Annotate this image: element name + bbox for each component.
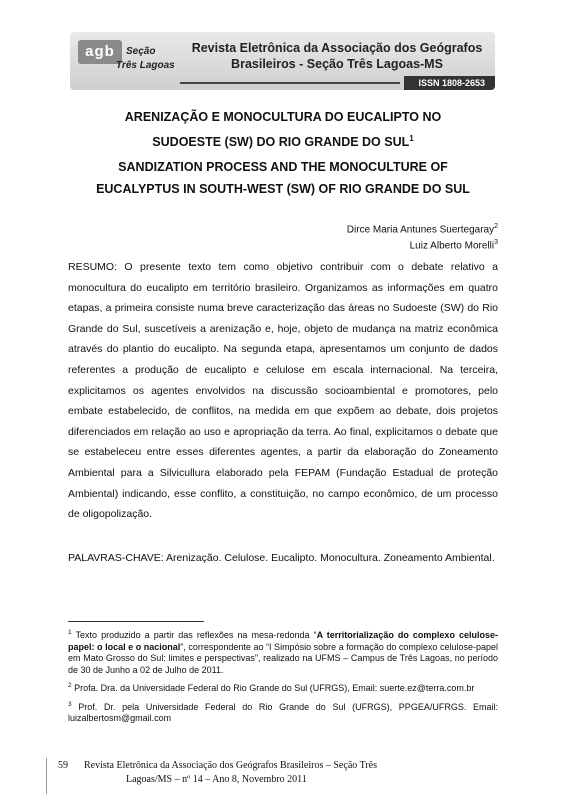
footnote-2-mark: 2 [68,682,72,689]
author-2-footnote-mark[interactable]: 3 [494,239,498,247]
footer-line1-wrap [58,759,498,773]
author-1-footnote-mark[interactable]: 2 [494,223,498,230]
page-footer [58,759,498,787]
article-title-portuguese [60,106,506,153]
footnote-1 [68,627,498,676]
journal-logo [76,38,180,84]
author-1-name: Dirce Maria Antunes Suertegaray [346,224,495,236]
footer-line2: Lagoas/MS – nº 14 – Ano 8, Novembro 2011 [126,774,307,785]
journal-header-banner [70,32,495,90]
footnote-2-text[interactable]: Profa. Dra. da Universidade Federal do Rio Grande do Sul (UFRGS), Email: suerte.ez@terra.com.br [71,683,475,693]
title-footnote-mark[interactable]: 1 [409,134,414,143]
footnote-1-text-pre: Texto produzido a partir das reflexões na mesa-redonda “ [71,630,317,640]
journal-title-line1: Revista Eletrônica da Associação dos Geógrafos [191,41,483,55]
author-2-name: Luiz Alberto Morelli [409,240,495,252]
article-title-english [60,156,506,200]
title-en-line2: EUCALYPTUS IN SOUTH-WEST (SW) OF RIO GRANDE DO SUL [96,182,470,196]
title-pt-line1: ARENIZAÇÃO E MONOCULTURA DO EUCALIPTO NO [124,110,442,124]
footnote-1-roundtable-title: A territorialização do complexo celulose-papel: o local e o nacional [68,630,499,652]
logo-city-text: Três Lagoas [116,60,175,71]
keywords-paragraph: PALAVRAS-CHAVE: Arenização. Celulose. Eucalipto. Monocultura. Zoneamento Ambiental. [68,552,495,564]
footnote-3-text[interactable]: Prof. Dr. pela Universidade Federal do Rio Grande do Sul (UFRGS), PPGEA/UFRGS. Email: luizalbertosm@gmail.com [68,701,498,723]
title-pt-line2: SUDOESTE (SW) DO RIO GRANDE DO SUL [152,135,410,150]
page-number: 59 [58,760,68,771]
abstract-paragraph: RESUMO: O presente texto tem como objetivo contribuir com o debate relativo a monocultura do eucalipto em território brasileiro. Organizamos as informações em quatro etapas, a primeira consiste numa breve caracterização das áreas no Sudoeste (SW) do Rio Grande do Sul, suscetíveis a arenização e, hoje, objeto de mudança na matriz econômica através do plantio do eucalipto. Na segunda etapa, apresentamos um conjunto de dados referentes a produção de eucalipto e celulose em escala internacional. Na terceira, explicitamos os agentes envolvidos na discussão socioambiental e promotores, pelo embate estabelecido, de conflitos, na medida em que expõem ao debate, dois projetos diferenciados em relação ao uso e apropriação da terra. Ao final, explicitamos o debate que se estabeleceu entre esses diferentes agentes, a partir da elaboração do Zoneamento Ambiental para a Silvicullura elaborado pela FEPAM (Fundação Estadual de proteção Ambiental) indicando, esse conflito, a constituição, no campo econômico, de um processo de oligopolização. [68,261,498,521]
footnote-3-mark: 3 [68,700,72,708]
logo-section-text: Seção [126,46,156,57]
footnote-separator [68,621,204,622]
footnotes [68,627,498,729]
journal-title-line2: Brasileiros - Seção Três Lagoas-MS [231,57,443,71]
footnote-1-text-post: ”, correspondente ao “I Simpósio sobre a formação do complexo celulose-papel em Mato Grosso do Sul: limites e perspectivas”, realizado na UFMS – Campus de Três Lagoas, no período de 30 de Junho a 02 de Julho de 2011. [68,641,498,675]
title-pt-line2-wrap [60,128,506,153]
footnote-1-mark: 1 [68,629,72,636]
footnote-3 [68,699,498,725]
author-1 [347,220,498,236]
footnote-2 [68,680,498,695]
author-list [347,220,498,253]
title-en-line1: SANDIZATION PROCESS AND THE MONOCULTURE OF [118,160,448,174]
author-2 [347,236,498,252]
banner-divider [180,82,400,84]
footer-line1: Revista Eletrônica da Associação dos Geógrafos Brasileiros – Seção Três [84,760,377,771]
footer-side-rule [46,758,47,794]
issn-badge: ISSN 1808-2653 [404,76,495,90]
agb-logo-mark: agb [78,40,122,64]
